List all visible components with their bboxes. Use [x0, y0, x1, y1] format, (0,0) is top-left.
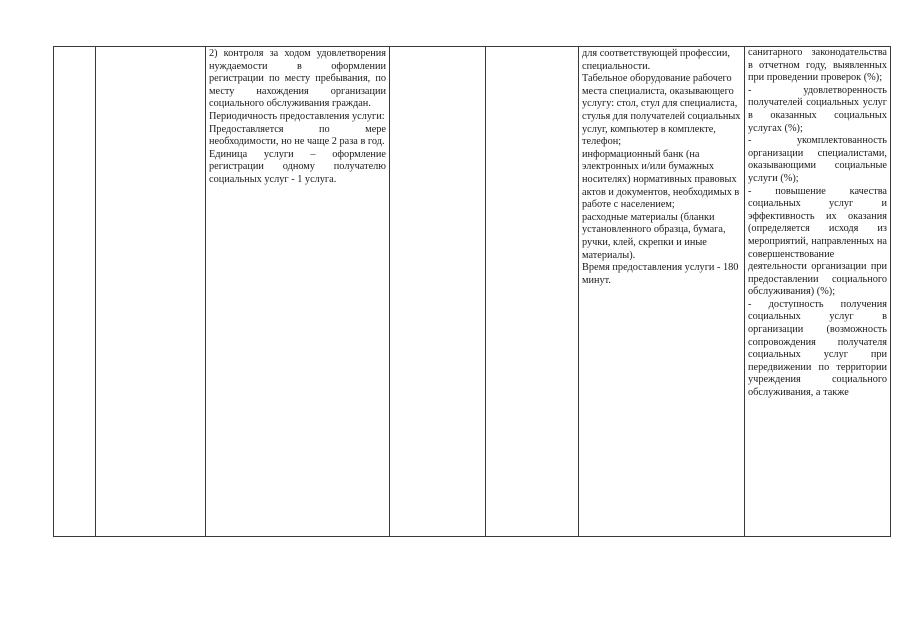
paragraph: - удовлетворенность получателей социальных услуг в оказанных социальных услугах (%);	[748, 84, 887, 134]
cell-empty-4	[390, 47, 486, 537]
table-row	[54, 47, 891, 537]
paragraph: - доступность получения социальных услуг в организации (возможность сопровождения получателя социальных услуг при передвижении по территории учреждения социального обслуживания, а также	[748, 298, 887, 399]
paragraph-list	[579, 47, 744, 287]
paragraph: Периодичность предоставления услуги:	[209, 110, 385, 122]
cell-empty-5	[486, 47, 579, 537]
paragraph-list	[745, 47, 890, 400]
paragraph: Время предоставления услуги - 180 минут.	[582, 262, 739, 286]
paragraph: - укомплектованность организации специалистами, оказывающими социальные услуги (%);	[748, 135, 887, 184]
paragraph-list	[206, 47, 389, 187]
cell-service-description	[206, 47, 390, 537]
services-table	[53, 46, 891, 537]
paragraph: 2) контроля за ходом удовлетворения нуждаемости в оформлении регистрации по месту пребывания, по месту нахождения организации социального обслуживания граждан.	[209, 48, 386, 110]
cell-conditions	[579, 47, 745, 537]
paragraph: расходные материалы (бланки установленного образца, бумага, ручки, клей, скрепки и иные материалы).	[582, 211, 726, 261]
paragraph: - повышение качества социальных услуг и эффективность их оказания (определяется исходя из мероприятий, направленных на совершенствование деятельности организации при предоставлении социального обслуживания) (%);	[748, 185, 887, 298]
cell-quality-indicators	[745, 47, 891, 537]
paragraph: санитарного законодательства в отчетном году, выявленных при проведении проверок (%);	[748, 47, 887, 84]
cell-number	[54, 47, 96, 537]
paragraph: для соответствующей профессии, специальности.	[582, 48, 730, 72]
paragraph: информационный банк (на электронных и/или бумажных носителях) нормативных правовых актов и документов, необходимых в работе с населением;	[582, 148, 740, 211]
cell-service-name	[96, 47, 206, 537]
paragraph: Табельное оборудование рабочего места специалиста, оказывающего услугу: стол, стул для специалиста, стулья для получателей социальных услуг, компьютер в комплекте, телефон;	[582, 73, 741, 148]
paragraph: Единица услуги – оформление регистрации одному получателю социальных услуг - 1 услуга.	[209, 148, 386, 185]
paragraph: Предоставляется по мере необходимости, но не чаще 2 раза в год.	[209, 123, 386, 148]
